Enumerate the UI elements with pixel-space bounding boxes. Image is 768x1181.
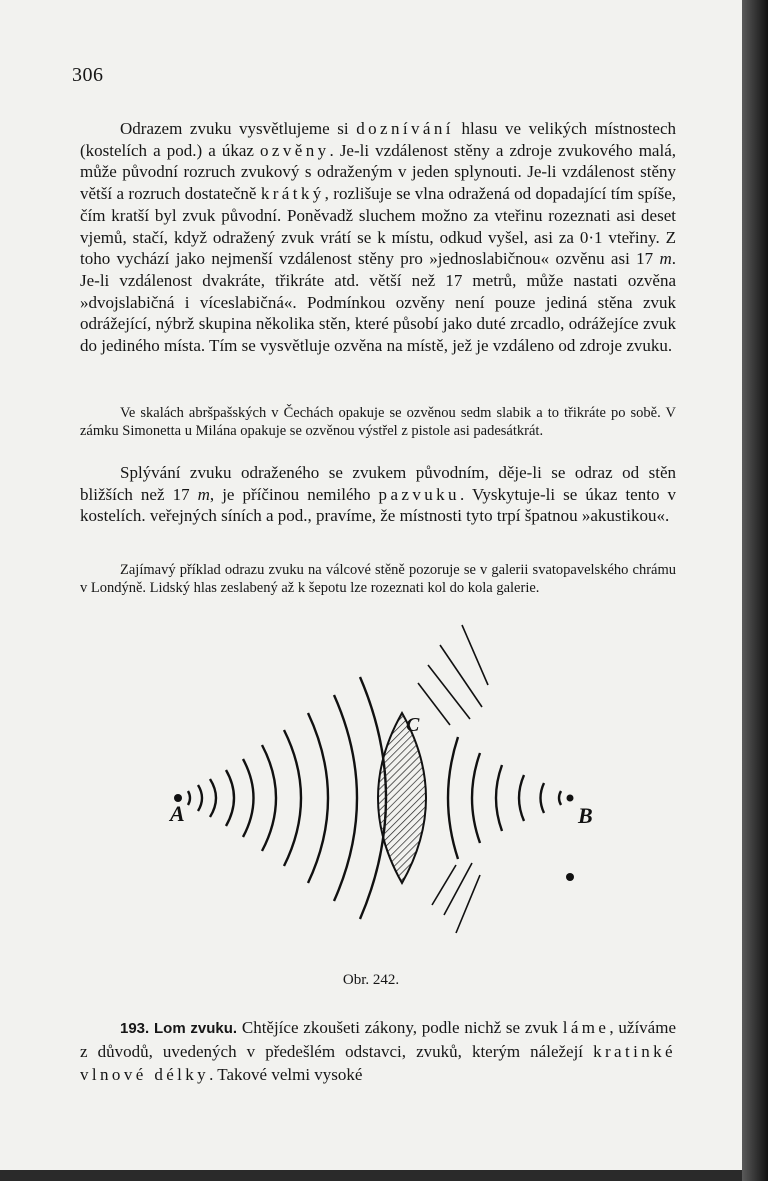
p1-term-kratky: krátký	[260, 184, 325, 204]
focus-point-b	[567, 795, 574, 802]
label-a: A	[170, 801, 185, 826]
p1-g: , rozlišuje se vlna odražená od dopadající tím spíše, čím kratší byl zvuk původní. Poněvadž sluchem možno za vteřinu rozeznati asi deset vjemů, stačí, když odražený zvuk vrátí se k místu, odkud vyšel, asi za 0·1 vteřiny. Z toho vychází jako nejmenší vzdálenost stěny pro »jednoslabičnou« ozvěnu asi 17	[80, 184, 676, 269]
s193-c: , užíváme z důvodů, uvedených v předešlém odstavci, zvuků, kterým náležejí	[80, 1018, 677, 1061]
p3-term-pazvuku: pazvuku	[378, 484, 460, 504]
s193-e: . Takové velmi vysoké	[209, 1065, 363, 1084]
p1-term-dozvivani: doznívání	[356, 119, 454, 138]
label-c: C	[406, 714, 420, 736]
p1-unit-m: m	[659, 249, 672, 269]
p3-a: Splývání zvuku odraženého se zvukem původním, děje-li se odraz od stěn bližších než 17	[80, 463, 676, 504]
section-title: Lom zvuku.	[154, 1020, 238, 1037]
p1-c: hlasu ve velikých místnostech (kostelích a pod.) a úkaz	[80, 119, 676, 160]
p1-e: . Je-li vzdálenost stěny a zdroje zvukového malá, může původní rozruch zvukový s odraženým v jeden splynouti. Je-li vzdálenost stěny větší a rozruch dostatečně	[80, 140, 677, 204]
p3-unit-m: m	[197, 484, 210, 504]
figure-caption: Obr. 242.	[342, 972, 400, 988]
paragraph-examples: Ve skalách abršpašských v Čechách opakuje se ozvěnou sedm slabik a to třikráte po sobě. V zámku Simonetta u Milána opakuje se ozvěnou výstřel z pistole asi padesátkrát.	[80, 405, 676, 439]
wavefronts-right	[448, 737, 561, 859]
figure-sound-lens	[150, 615, 620, 945]
paragraph-echo	[80, 118, 676, 357]
page-gutter-shadow	[742, 0, 768, 1181]
paragraph-london: Zajímavý příklad odrazu zvuku na válcové stěně pozoruje se v galerii svatopavelského chrámu v Londýně. Lidský hlas zeslabený až k šepotu lze rozeznati kol do kola galerie.	[80, 562, 676, 596]
p3-c: , je příčinou nemilého	[209, 484, 379, 504]
lens-c	[378, 713, 426, 883]
page-number: 306	[72, 64, 104, 86]
lower-dot	[566, 873, 574, 881]
oblique-rays	[418, 625, 488, 933]
p1-term-ozveny: ozvěny	[260, 140, 330, 160]
s193-term-kratinke: kratinké vlnové délky	[80, 1042, 676, 1084]
paragraph-pazvuk	[80, 462, 676, 527]
p1-i: . Je-li vzdálenost dvakráte, třikráte atd. větší než 17 metrů, může nastati ozvěna »dvojslabičná i víceslabičná«. Podmínkou ozvěny není pouze jediná stěna zvuk odrážející, nýbrž skupina několika stěn, které působí jako duté zrcadlo, odrážejíce zvuk do jediného místa. Tím se vysvětluje ozvěna na místě, jež je vzdáleno od zdroje zvuku.	[80, 249, 676, 356]
section-193	[80, 1016, 676, 1086]
s193-a: Chtějíce zkoušeti zákony, podle nichž se zvuk	[237, 1018, 563, 1037]
wavefronts-left	[188, 677, 386, 919]
section-number: 193.	[120, 1020, 150, 1037]
label-b: B	[578, 803, 593, 828]
p3-e: . Vyskytuje-li se úkaz tento v kostelích. veřejných síních a pod., pravíme, že místnosti tyto trpí špatnou »akustikou«.	[80, 484, 677, 526]
p1-a: Odrazem zvuku vysvětlujeme si	[120, 119, 357, 138]
s193-term-lame: láme	[562, 1018, 610, 1037]
